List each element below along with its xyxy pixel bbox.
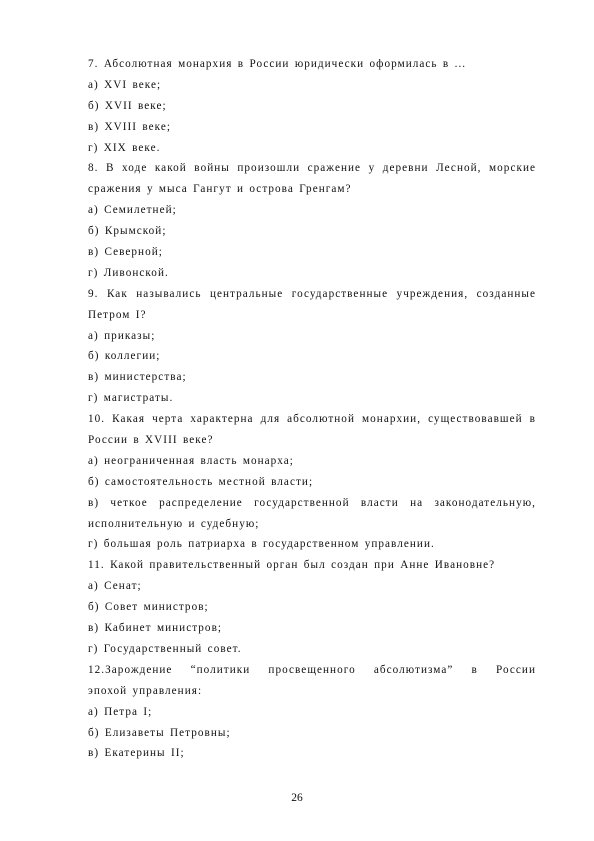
answer-option: в) министерства; [88, 371, 187, 384]
answer-option: а) приказы; [88, 329, 156, 342]
answer-option: в) Екатерины II; [88, 747, 185, 760]
answer-option: а) Сенат; [88, 580, 142, 593]
question-8: 8. В ходе какой войны произошли сражение у деревни Лесной, морские [88, 162, 536, 175]
page-number: 26 [291, 792, 303, 804]
answer-option: б) Елизаветы Петровны; [88, 726, 231, 739]
answer-option: б) XVII веке; [88, 99, 167, 112]
answer-option: б) Совет министров; [88, 601, 209, 614]
question-10-continued: России в XVIII веке? [88, 434, 214, 447]
answer-option: б) Крымской; [88, 225, 167, 238]
answer-option: в) четкое распределение государственной власти на законодательную, [88, 496, 536, 509]
answer-option: в) Кабинет министров; [88, 622, 223, 635]
answer-option: г) Государственный совет. [88, 642, 242, 655]
question-11: 11. Какой правительственный орган был создан при Анне Ивановне? [88, 559, 496, 572]
question-8-continued: сражения у мыса Гангут и острова Гренгам? [88, 183, 352, 196]
answer-option-continued: исполнительную и судебную; [88, 517, 260, 530]
answer-option: а) неограниченная власть монарха; [88, 454, 294, 467]
answer-option: г) магистраты. [88, 392, 174, 405]
answer-option: а) XVI веке; [88, 78, 162, 91]
answer-option: а) Петра I; [88, 705, 153, 718]
test-questions [88, 54, 536, 764]
answer-option: г) большая роль патриарха в государственном управлении. [88, 538, 435, 551]
answer-option: а) Семилетней; [88, 204, 177, 217]
question-9: 9. Как назывались центральные государственные учреждения, созданные [88, 287, 536, 300]
answer-option: г) Ливонской. [88, 266, 169, 279]
question-9-continued: Петром I? [88, 308, 147, 321]
answer-option: б) коллегии; [88, 350, 161, 363]
answer-option: г) XIX веке. [88, 141, 161, 154]
answer-option: б) самостоятельность местной власти; [88, 475, 314, 488]
question-12: 12.Зарождение “политики просвещенного абсолютизма” в России [88, 663, 536, 676]
question-12-continued: эпохой управления: [88, 684, 203, 697]
answer-option: в) Северной; [88, 246, 163, 259]
question-10: 10. Какая черта характерна для абсолютной монархии, существовавшей в [88, 413, 536, 426]
question-7: 7. Абсолютная монархия в России юридически оформилась в ... [88, 58, 467, 70]
answer-option: в) XVIII веке; [88, 120, 172, 133]
